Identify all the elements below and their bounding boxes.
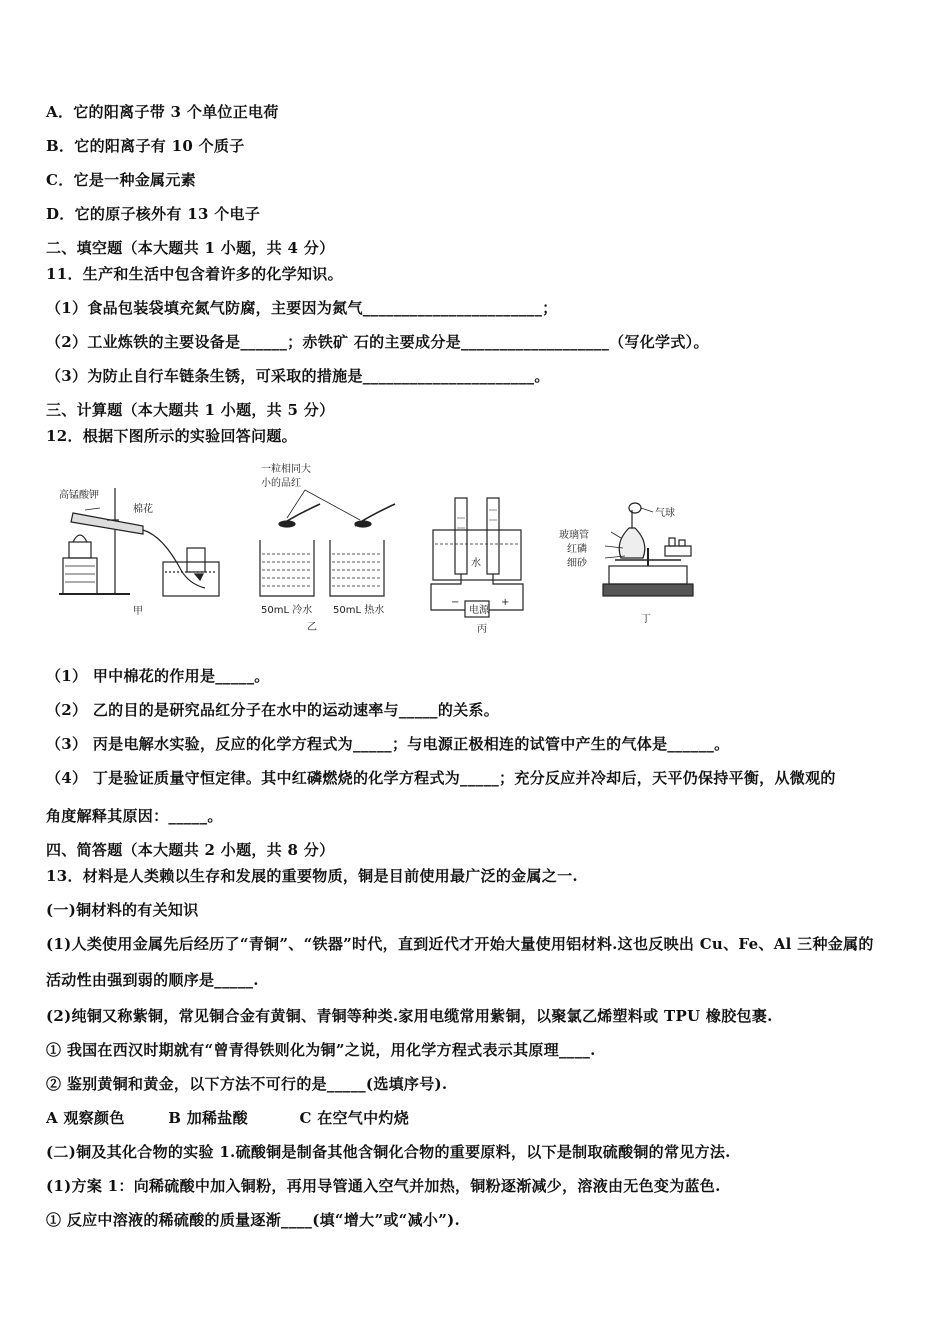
question-13: 13．材料是人类赖以生存和发展的重要物质，铜是目前使用最广泛的金属之一. (46, 867, 578, 885)
label-power: 电源 (469, 605, 489, 616)
option-c: C．它是一种金属元素 (46, 171, 196, 189)
choices-row (46, 1108, 916, 1128)
question-12-4b: 角度解释其原因：_____。 (46, 807, 223, 825)
label-balloon: 气球 (655, 508, 675, 519)
experiment-diagram (55, 458, 715, 638)
label-cotton: 棉花 (133, 504, 153, 515)
caption-bing: 丙 (477, 624, 487, 635)
question-11-3: （3）为防止自行车链条生锈，可采取的措施是______________________。 (46, 367, 550, 385)
option-b: B．它的阳离子有 10 个质子 (46, 137, 245, 155)
choice-a: A 观察颜色 (46, 1109, 125, 1127)
choice-c: C 在空气中灼烧 (299, 1109, 409, 1127)
part2-title: (二)铜及其化合物的实验 1.硫酸铜是制备其他含铜化合物的重要原料，以下是制取硫酸铜的常见方法. (46, 1143, 731, 1161)
caption-ding: 丁 (641, 614, 651, 625)
section2-heading: 二、填空题（本大题共 1 小题，共 4 分） (46, 239, 335, 257)
label-fine-sand: 细砂 (567, 558, 587, 569)
experiment-figure (55, 458, 715, 638)
question-12-3: （3） 丙是电解水实验，反应的化学方程式为_____；与电源正极相连的试管中产生的气体是______。 (46, 735, 730, 753)
part1-q1b: 活动性由强到弱的顺序是_____. (46, 971, 259, 989)
section4-heading: 四、简答题（本大题共 2 小题，共 8 分） (46, 841, 335, 859)
question-11-1: （1）食品包装袋填充氮气防腐，主要因为氮气_______________________； (46, 299, 558, 317)
choice-b: B 加稀盐酸 (168, 1109, 248, 1127)
label-cold-water: 50mL 冷水 (261, 605, 313, 616)
question-12-2: （2） 乙的目的是研究品红分子在水中的运动速率与_____的关系。 (46, 701, 500, 719)
question-11-2: （2）工业炼铁的主要设备是______；赤铁矿 石的主要成分是___________________（写化学式）。 (46, 333, 709, 351)
label-minus: − (451, 597, 460, 608)
part1-q1a: (1)人类使用金属先后经历了“青铜”、“铁器”时代，直到近代才开始大量使用铝材料.这也反映出 Cu、Fe、Al 三种金属的 (46, 935, 874, 953)
question-11: 11．生产和生活中包含着许多的化学知识。 (46, 265, 343, 283)
part2-q1: (1)方案 1：向稀硫酸中加入铜粉，再用导管通入空气并加热，铜粉逐渐减少，溶液由无色变为蓝色. (46, 1177, 721, 1195)
label-pinhong-2: 小的品红 (261, 478, 301, 489)
question-12: 12．根据下图所示的实验回答问题。 (46, 427, 297, 445)
part2-q1-i: ① 反应中溶液的稀硫酸的质量逐渐____(填“增大”或“减小”). (46, 1211, 461, 1229)
question-12-1: （1） 甲中棉花的作用是_____。 (46, 667, 270, 685)
option-d: D．它的原子核外有 13 个电子 (46, 205, 261, 223)
label-plus: + (501, 597, 510, 608)
part1-q2-i: ① 我国在西汉时期就有“曾青得铁则化为铜”之说，用化学方程式表示其原理____. (46, 1041, 596, 1059)
question-12-4a: （4） 丁是验证质量守恒定律。其中红磷燃烧的化学方程式为_____；充分反应并冷却后，天平仍保持平衡，从微观的 (46, 769, 836, 787)
label-pinhong-1: 一粒相同大 (261, 464, 311, 475)
caption-yi: 乙 (307, 622, 317, 633)
label-water: 水 (471, 558, 481, 569)
part1-title: (一)铜材料的有关知识 (46, 901, 199, 919)
caption-jia: 甲 (133, 606, 143, 617)
label-hot-water: 50mL 热水 (333, 605, 385, 616)
apparatus-ding (603, 503, 693, 596)
label-red-phosphorus: 红磷 (567, 544, 587, 555)
option-a: A．它的阳离子带 3 个单位正电荷 (46, 103, 279, 121)
label-glass-tube: 玻璃管 (559, 530, 589, 541)
part1-q2-ii: ② 鉴别黄铜和黄金，以下方法不可行的是_____(选填序号). (46, 1075, 448, 1093)
label-potassium-permanganate: 高锰酸钾 (59, 490, 99, 501)
part1-q2: (2)纯铜又称紫铜，常见铜合金有黄铜、青铜等种类.家用电缆常用紫铜，以聚氯乙烯塑料或 TPU 橡胶包裹. (46, 1007, 773, 1025)
section3-heading: 三、计算题（本大题共 1 小题，共 5 分） (46, 401, 335, 419)
apparatus-yi (260, 490, 395, 596)
